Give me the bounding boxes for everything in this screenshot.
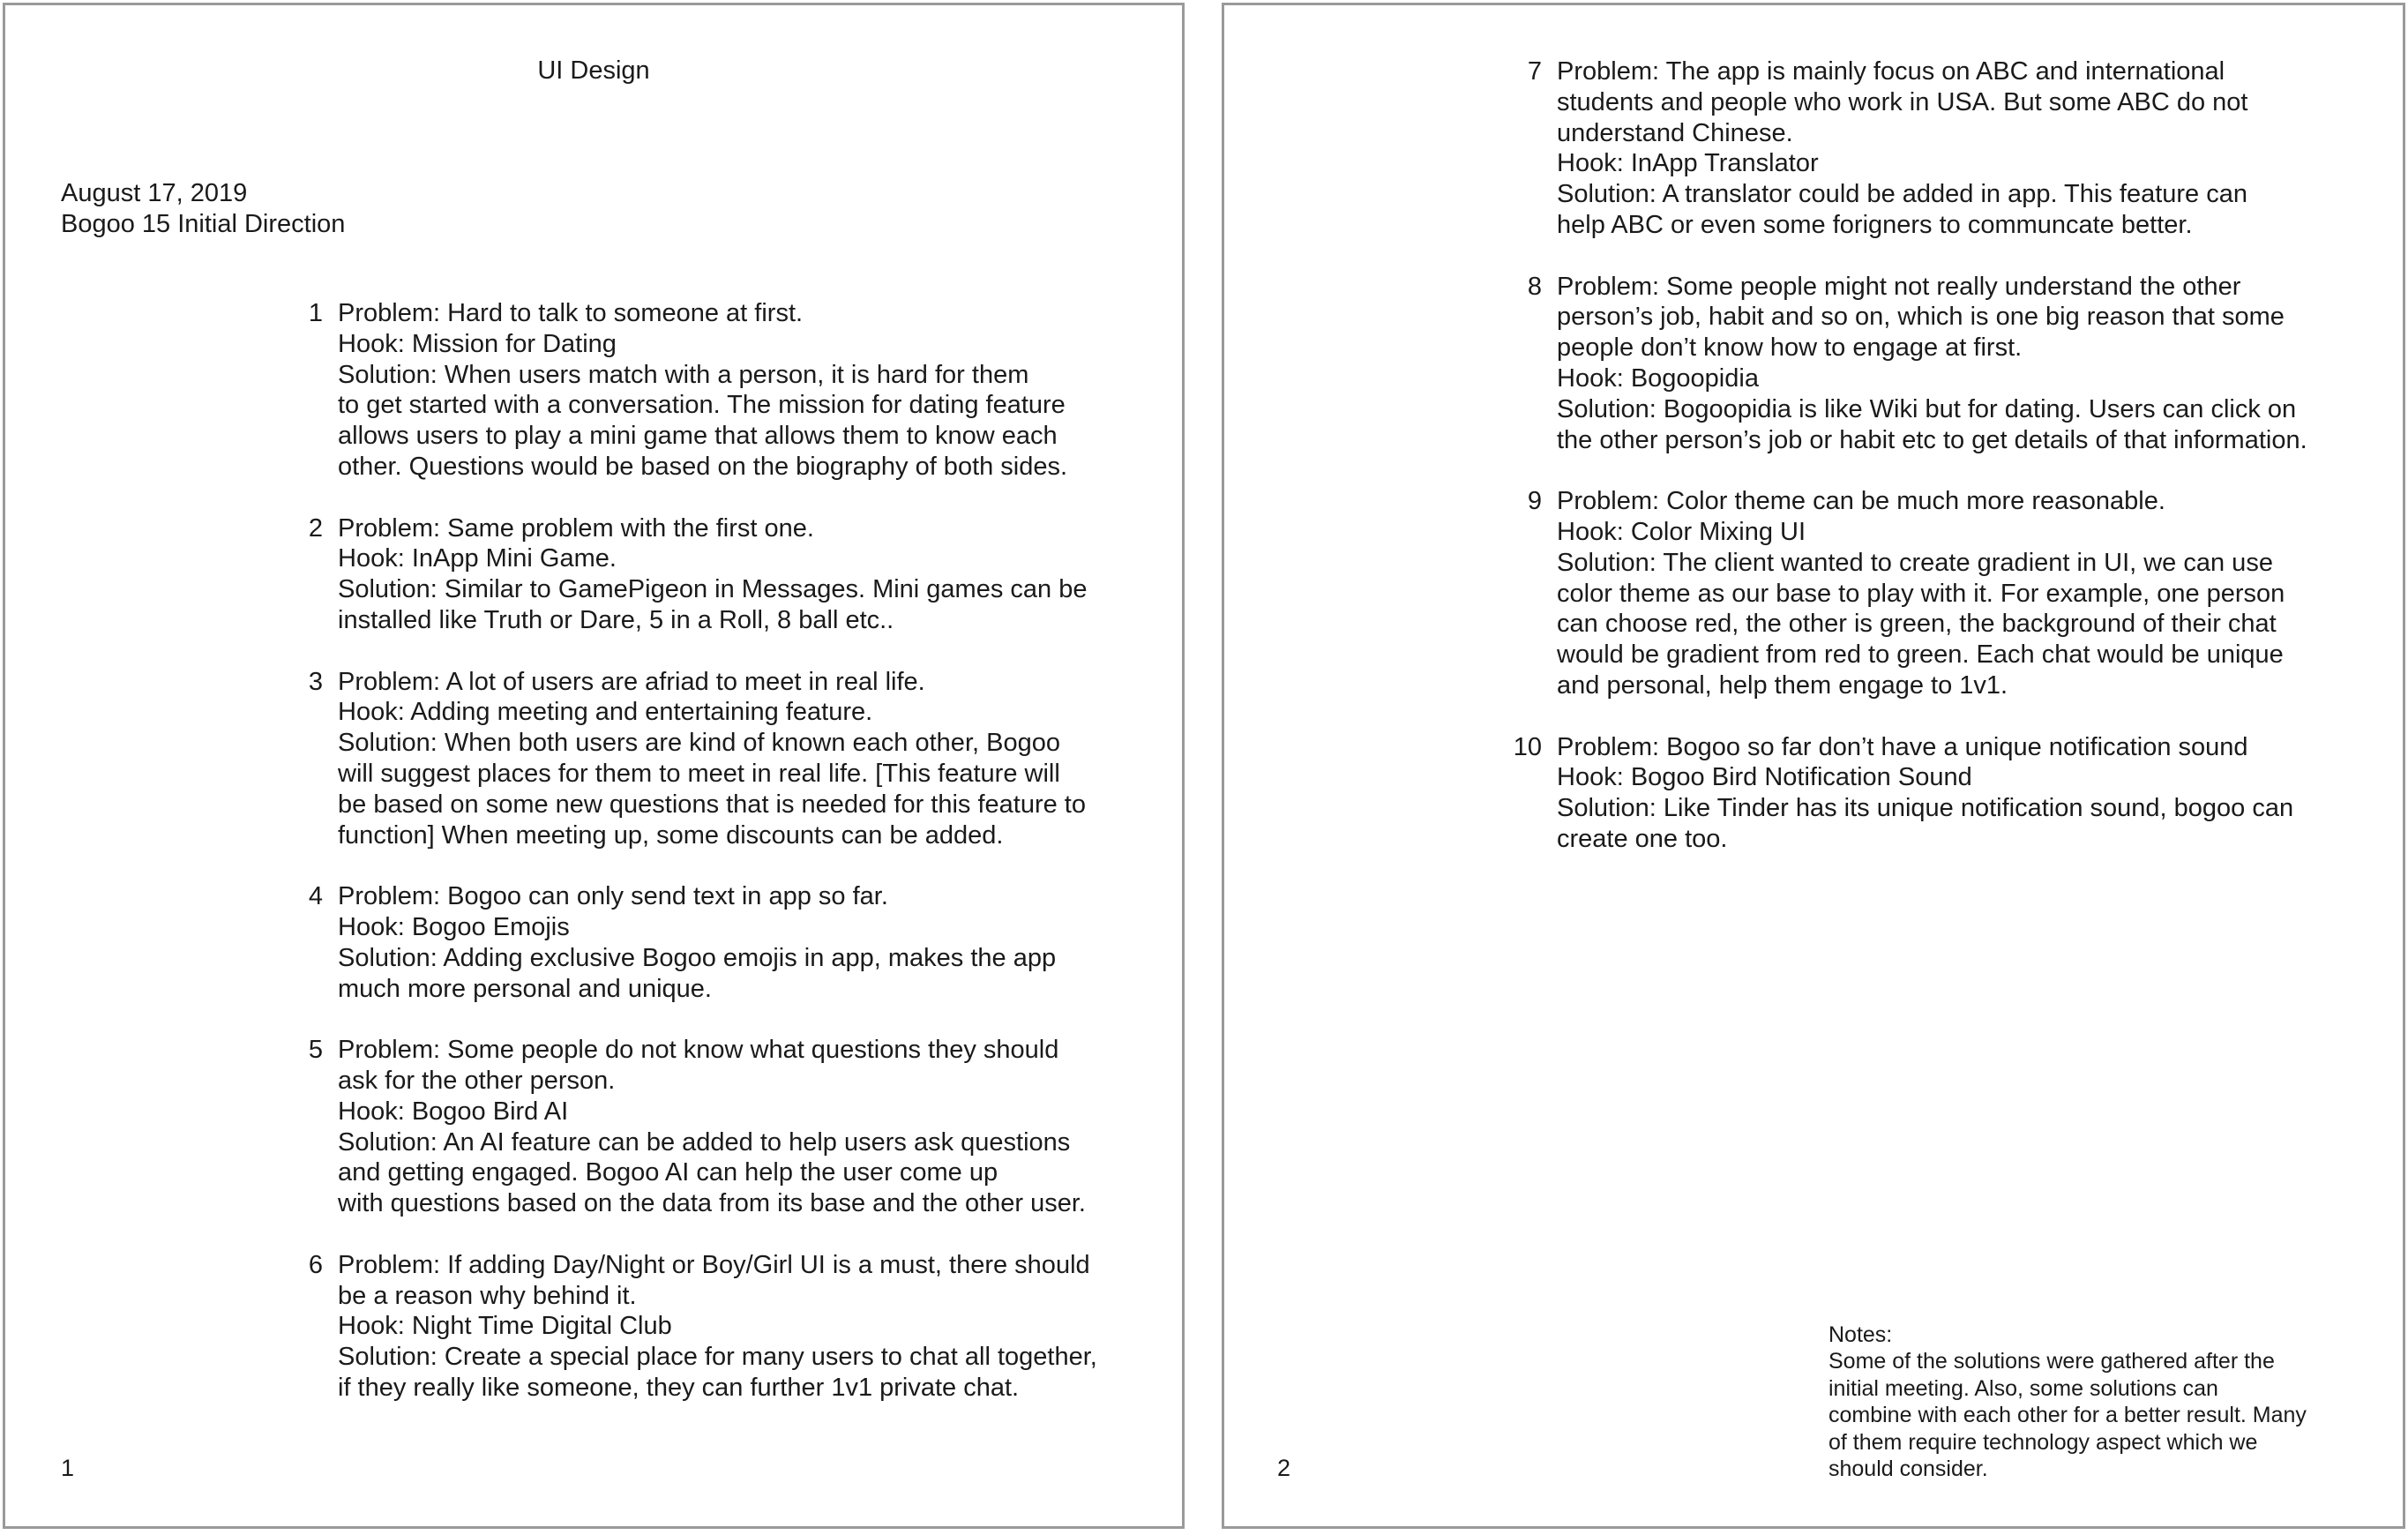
item-text-line: Solution: Similar to GamePigeon in Messages. Mini games can be: [338, 575, 1088, 604]
page-number: 1: [61, 1455, 75, 1481]
notes-line: initial meeting. Also, some solutions can: [1828, 1375, 2218, 1401]
item-list: [288, 298, 1097, 1434]
list-item: [1507, 732, 2307, 855]
item-text-line: Hook: Bogoopidia: [1557, 363, 1759, 393]
item-text-line: Problem: Same problem with the first one.: [338, 513, 814, 543]
document-title: UI Design: [537, 56, 650, 85]
item-text-line: Hook: Bogoo Bird Notification Sound: [1557, 763, 1972, 792]
item-number: 4: [308, 882, 323, 911]
list-item: [288, 1250, 1097, 1404]
item-text-line: will suggest places for them to meet in real life. [This feature will: [338, 759, 1060, 788]
item-text-line: Problem: If adding Day/Night or Boy/Girl UI is a must, there should: [338, 1250, 1090, 1279]
item-number: 3: [308, 667, 323, 696]
item-text-line: Problem: Bogoo can only send text in app so far.: [338, 882, 888, 911]
notes-line: should consider.: [1828, 1456, 1988, 1482]
item-text-line: Solution: Like Tinder has its unique notification sound, bogoo can: [1557, 794, 2294, 823]
item-list: [1507, 56, 2307, 886]
document-meta: [61, 178, 345, 240]
item-text-line: other. Questions would be based on the biography of both sides.: [338, 452, 1068, 481]
item-text-line: Hook: InApp Translator: [1557, 149, 1819, 178]
item-text-line: if they really like someone, they can further 1v1 private chat.: [338, 1373, 1020, 1402]
item-text-line: Hook: Bogoo Bird AI: [338, 1097, 569, 1126]
item-text-line: Hook: InApp Mini Game.: [338, 544, 617, 573]
item-text-line: people don’t know how to engage at first.: [1557, 333, 2023, 363]
page-number: 2: [1277, 1455, 1291, 1481]
item-number: 2: [308, 513, 323, 543]
item-text-line: be based on some new questions that is needed for this feature to: [338, 790, 1086, 819]
item-number: 1: [308, 299, 323, 327]
item-text-line: color theme as our base to play with it. For example, one person: [1557, 579, 2285, 608]
item-text-line: Problem: Some people might not really understand the other: [1557, 272, 2241, 301]
item-number: 9: [1527, 487, 1542, 516]
document-page-1: [3, 3, 1185, 1529]
item-number: 10: [1513, 732, 1542, 761]
list-item: [288, 298, 1097, 483]
item-text-line: Hook: Color Mixing UI: [1557, 517, 1806, 546]
item-text-line: Solution: A translator could be added in app. This feature can: [1557, 180, 2247, 209]
notes-line: Some of the solutions were gathered after the: [1828, 1349, 2275, 1374]
item-text-line: and getting engaged. Bogoo AI can help the user come up: [338, 1158, 998, 1187]
list-item: [288, 881, 1097, 1004]
item-text-line: Solution: The client wanted to create gradient in UI, we can use: [1557, 548, 2273, 577]
document-page-2: [1222, 3, 2405, 1529]
document-date: August 17, 2019: [61, 179, 248, 207]
item-text-line: Solution: An AI feature can be added to help users ask questions: [338, 1127, 1071, 1157]
item-text-line: allows users to play a mini game that allows them to know each: [338, 422, 1058, 451]
item-text-line: the other person’s job or habit etc to get details of that information.: [1557, 425, 2307, 454]
item-text-line: to get started with a conversation. The mission for dating feature: [338, 391, 1066, 420]
item-text-line: and personal, help them engage to 1v1.: [1557, 670, 2008, 700]
item-text-line: Problem: Hard to talk to someone at first.: [338, 299, 804, 327]
notes-line: of them require technology aspect which we: [1828, 1429, 2258, 1455]
item-text-line: Hook: Adding meeting and entertaining feature.: [338, 698, 873, 727]
item-text-line: Problem: Some people do not know what questions they should: [338, 1036, 1059, 1065]
item-text-line: with questions based on the data from its base and the other user.: [338, 1189, 1086, 1218]
list-item: [288, 513, 1097, 636]
item-text-line: function] When meeting up, some discounts can be added.: [338, 820, 1004, 850]
item-text-line: be a reason why behind it.: [338, 1281, 637, 1310]
notes-line: combine with each other for a better result. Many: [1828, 1403, 2307, 1428]
item-text-line: person’s job, habit and so on, which is one big reason that some: [1557, 303, 2285, 332]
item-number: 6: [308, 1250, 323, 1279]
item-text-line: Solution: Adding exclusive Bogoo emojis in app, makes the app: [338, 943, 1057, 972]
item-text-line: installed like Truth or Dare, 5 in a Roll, 8 ball etc..: [338, 605, 894, 634]
item-text-line: can choose red, the other is green, the background of their chat: [1557, 610, 2277, 639]
item-text-line: Solution: When both users are kind of known each other, Bogoo: [338, 729, 1060, 758]
item-text-line: understand Chinese.: [1557, 118, 1793, 147]
item-text-line: Hook: Mission for Dating: [338, 329, 617, 358]
list-item: [288, 1035, 1097, 1219]
notes-heading: Notes:: [1828, 1322, 1893, 1347]
item-text-line: Problem: The app is mainly focus on ABC and international: [1557, 57, 2225, 86]
item-text-line: Hook: Bogoo Emojis: [338, 912, 570, 941]
item-number: 8: [1527, 272, 1542, 301]
item-text-line: Problem: Bogoo so far don’t have a unique notification sound: [1557, 732, 2248, 761]
item-text-line: Solution: Create a special place for many users to chat all together,: [338, 1343, 1097, 1372]
item-text-line: students and people who work in USA. But some ABC do not: [1557, 87, 2248, 116]
item-text-line: would be gradient from red to green. Each chat would be unique: [1557, 640, 2284, 670]
document-subtitle: Bogoo 15 Initial Direction: [61, 210, 346, 238]
list-item: [1507, 272, 2307, 456]
item-text-line: Solution: Bogoopidia is like Wiki but for dating. Users can click on: [1557, 394, 2297, 423]
item-text-line: Solution: When users match with a person, it is hard for them: [338, 360, 1029, 389]
item-text-line: Problem: A lot of users are afriad to meet in real life.: [338, 667, 925, 696]
item-number: 5: [308, 1036, 323, 1065]
item-text-line: Hook: Night Time Digital Club: [338, 1312, 672, 1341]
list-item: [1507, 486, 2307, 701]
notes-section: [1828, 1322, 2307, 1482]
list-item: [288, 667, 1097, 851]
item-text-line: ask for the other person.: [338, 1066, 616, 1095]
item-text-line: Problem: Color theme can be much more reasonable.: [1557, 487, 2165, 516]
list-item: [1507, 56, 2307, 241]
item-text-line: create one too.: [1557, 824, 1728, 853]
notes-body: [1828, 1348, 2307, 1482]
item-text-line: help ABC or even some forigners to communcate better.: [1557, 210, 2193, 239]
item-text-line: much more personal and unique.: [338, 974, 712, 1003]
item-number: 7: [1527, 57, 1542, 86]
